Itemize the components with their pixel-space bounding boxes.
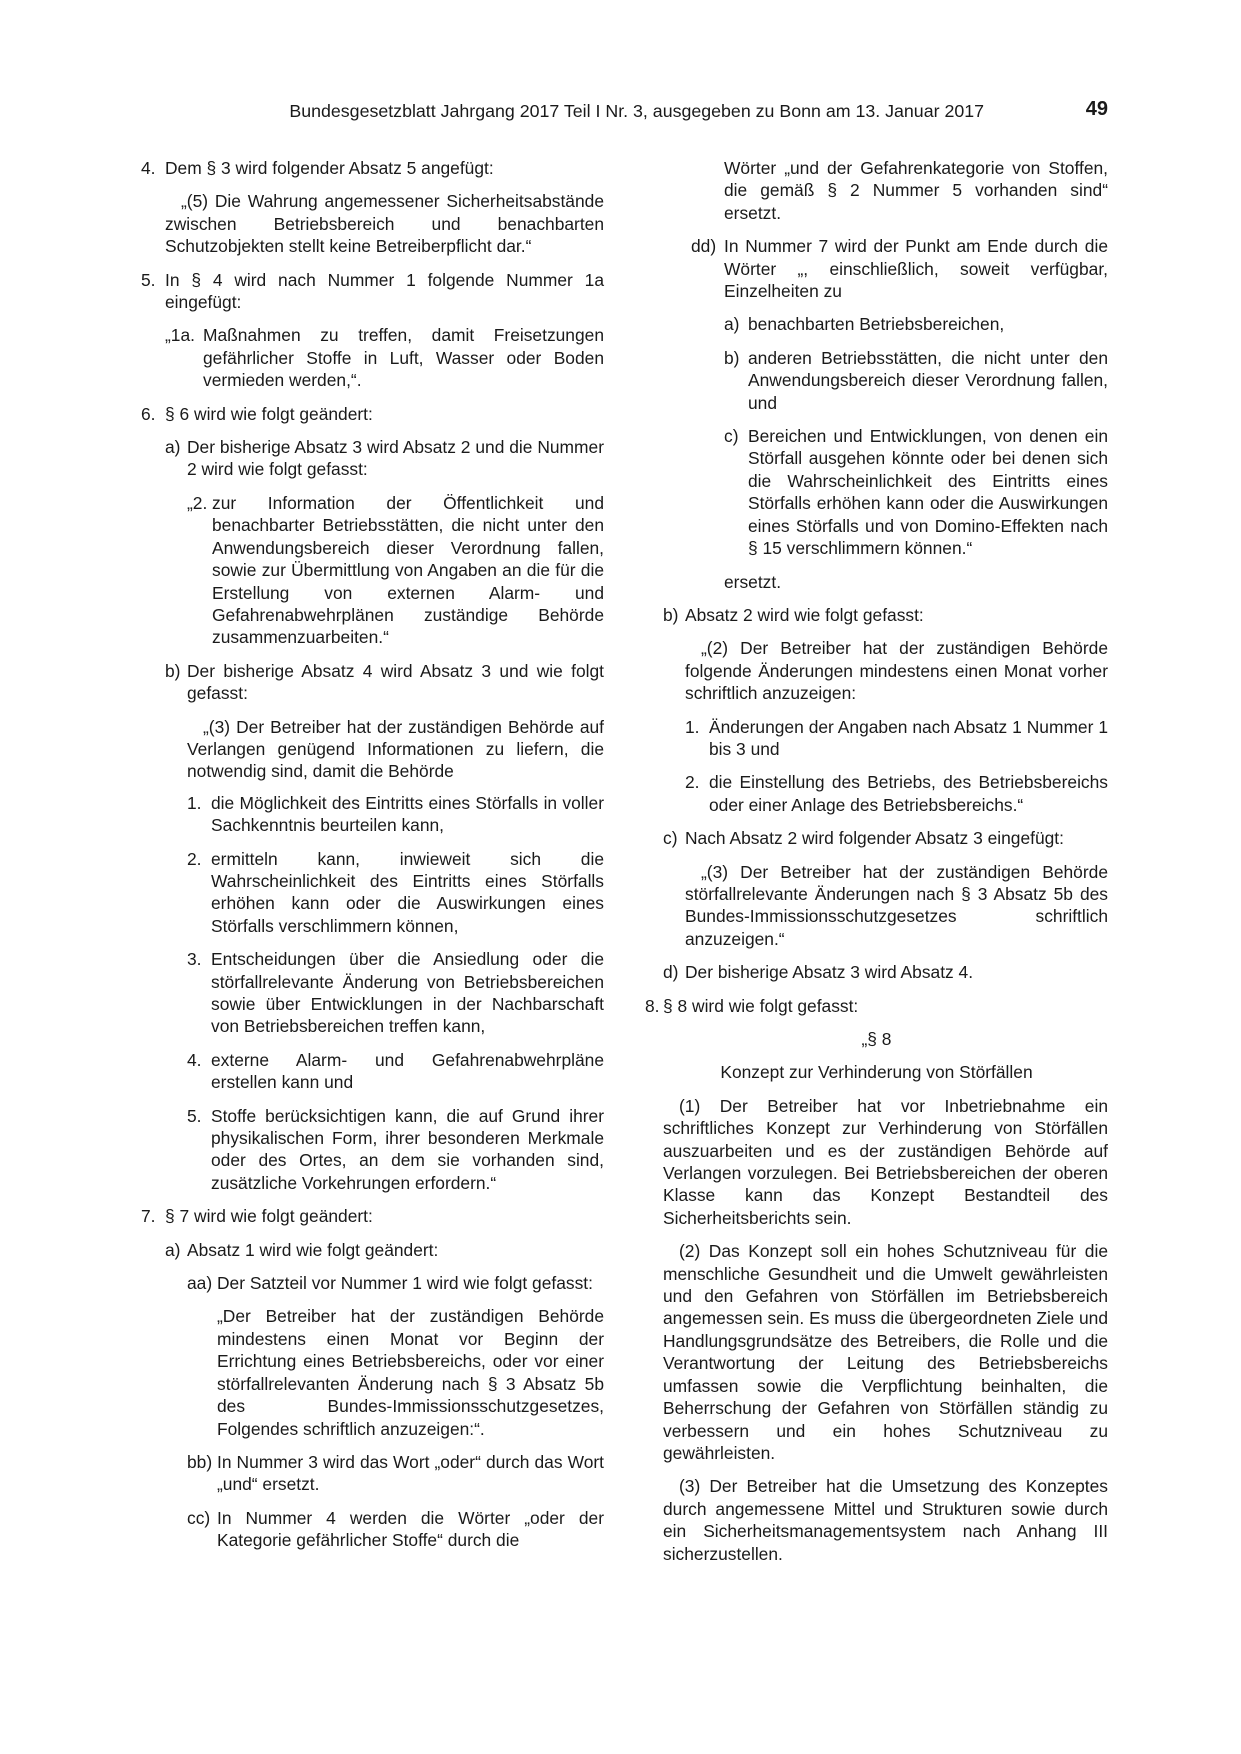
- item-7d: [645, 961, 1108, 983]
- item-label: 5.: [141, 269, 156, 290]
- list-text: ermitteln kann, inwieweit sich die Wahrscheinlichkeit des Eintritts eines Störfalls erhöhen kann oder die Auswirkungen eines Störfalls verschlimmern können,: [211, 848, 604, 936]
- quote-text: „(3) Der Betreiber hat der zuständigen Behörde störfallrelevante Änderungen nach § 3 Absatz 5b des Bundes-Immissionsschutzgesetzes schriftlich anzuzeigen.“: [685, 861, 1108, 949]
- list-text: Bereichen und Entwicklungen, von denen ein Störfall ausgehen könnte oder bei denen sich die Wahrscheinlichkeit des Eintritts eines Störfalls erhöhen kann oder die Auswirkungen eines Störfalls und von Domino-Effekten nach § 15 verschlimmern können.“: [748, 426, 1108, 559]
- letter-label: b): [165, 660, 181, 681]
- item-label: 7.: [141, 1206, 156, 1227]
- list-label: 2.: [685, 772, 700, 793]
- sub-item-text: Maßnahmen zu treffen, damit Freisetzungen gefährlicher Stoffe in Luft, Wasser oder Boden vermieden werden,“.: [203, 325, 604, 391]
- letter-label: d): [663, 962, 679, 983]
- list-item: [187, 792, 604, 837]
- double-letter-text: In Nummer 3 wird das Wort „oder“ durch das Wort „und“ ersetzt.: [217, 1451, 604, 1495]
- double-letter-text: Der Satzteil vor Nummer 1 wird wie folgt gefasst:: [217, 1273, 593, 1294]
- double-letter-label: aa): [187, 1273, 213, 1294]
- item-7a-aa: [141, 1272, 604, 1294]
- quote-text: „Der Betreiber hat der zuständigen Behörde mindestens einen Monat vor Beginn der Errichtung eines Betriebsbereichs, oder vor einer störfallrelevanten Änderung nach § 3 Absatz 5b des Bundes-Immissionsschutzgesetzes, Folgendes schriftlich anzuzeigen:“.: [217, 1306, 604, 1439]
- page-number: 49: [1085, 98, 1108, 120]
- sub-item-1a: [141, 324, 604, 391]
- letter-text: Nach Absatz 2 wird folgender Absatz 3 eingefügt:: [685, 828, 1064, 849]
- item-7b-list: [645, 716, 1108, 817]
- item-label: 4.: [141, 158, 156, 178]
- item-4: [141, 157, 604, 179]
- left-column: [141, 157, 604, 1563]
- letter-text: Der bisherige Absatz 4 wird Absatz 3 und wie folgt gefasst:: [187, 660, 604, 704]
- list-text: externe Alarm- und Gefahrenabwehrpläne erstellen kann und: [211, 1049, 604, 1093]
- list-text: anderen Betriebsstätten, die nicht unter den Anwendungsbereich dieser Verordnung fallen, und: [748, 347, 1108, 413]
- list-item: [685, 771, 1108, 816]
- list-label: c): [724, 426, 739, 447]
- list-label: a): [724, 314, 740, 335]
- letter-text: Der bisherige Absatz 3 wird Absatz 4.: [685, 962, 974, 983]
- list-label: 5.: [187, 1105, 202, 1126]
- subsection-1: (1) Der Betreiber hat vor Inbetriebnahme ein schriftliches Konzept zur Verhinderung von Störfällen auszuarbeiten und es der zuständigen Behörde auf Verlangen vorzulegen. Bei Betriebsbereichen der oberen Klasse kann das Konzept Bestandteil des Sicherheitsberichts sein.: [663, 1095, 1108, 1228]
- item-text: In § 4 wird nach Nummer 1 folgende Nummer 1a eingefügt:: [165, 269, 604, 313]
- item-6a: [141, 436, 604, 481]
- right-column: [645, 157, 1108, 1576]
- paragraph-body: [645, 1095, 1108, 1565]
- double-letter-text: In Nummer 4 werden die Wörter „oder der Kategorie gefährlicher Stoffe“ durch die: [217, 1507, 604, 1551]
- item-text: Dem § 3 wird folgender Absatz 5 angefügt:: [165, 158, 494, 178]
- double-letter-label: dd): [691, 236, 717, 257]
- list-text: Stoffe berücksichtigen kann, die auf Grund ihrer physikalischen Form, ihrer besonderen Merkmale oder des Ortes, an dem sie vorhanden sind, zusätzliche Vorkehrungen erfordern.“: [211, 1105, 604, 1193]
- letter-text: Der bisherige Absatz 3 wird Absatz 2 und die Nummer 2 wird wie folgt gefasst:: [187, 437, 604, 480]
- page-header: [0, 100, 1241, 128]
- item-text: § 7 wird wie folgt geändert:: [165, 1206, 373, 1227]
- item-7: [141, 1205, 604, 1227]
- item-6a-number-2: [141, 492, 604, 649]
- list-text: die Möglichkeit des Eintritts eines Störfalls in voller Sachkenntnis beurteilen kann,: [211, 792, 604, 836]
- double-letter-label: cc): [187, 1507, 211, 1528]
- number-label: „2.: [187, 492, 208, 513]
- item-7a-cc: [141, 1507, 604, 1552]
- item-7c: [645, 827, 1108, 849]
- quote-text: „(2) Der Betreiber hat der zuständigen Behörde folgende Änderungen mindestens einen Monat vorher schriftlich anzuzeigen:: [685, 638, 1108, 704]
- list-text: benachbarten Betriebsbereichen,: [748, 314, 1005, 335]
- item-7a-bb: [141, 1451, 604, 1496]
- list-item: [724, 313, 1108, 335]
- sub-item-label: „1a.: [165, 325, 195, 346]
- item-label: 8.: [645, 995, 660, 1016]
- list-text: Entscheidungen über die Ansiedlung oder die störfallrelevante Änderung von Betriebsbereichen sowie über Entwicklungen in der Nachbarschaft von Betriebsbereichen treffen kann,: [211, 949, 604, 1037]
- letter-text: Absatz 2 wird wie folgt gefasst:: [685, 604, 924, 625]
- list-item: [685, 716, 1108, 761]
- list-label: 4.: [187, 1049, 202, 1070]
- item-text: § 8 wird wie folgt gefasst:: [663, 995, 859, 1016]
- item-6b: [141, 660, 604, 705]
- paragraph-title: Konzept zur Verhinderung von Störfällen: [720, 1062, 1033, 1083]
- letter-label: b): [663, 604, 679, 625]
- list-label: 2.: [187, 848, 202, 869]
- quote-text: „(5) Die Wahrung angemessener Sicherheitsabstände zwischen Betriebsbereich und benachbarten Schutzobjekten stellt keine Betreiberpflicht dar.“: [165, 191, 604, 257]
- list-label: 1.: [685, 716, 700, 737]
- list-label: b): [724, 347, 740, 368]
- letter-label: a): [165, 437, 181, 458]
- list-item: [187, 948, 604, 1038]
- letter-text: Absatz 1 wird wie folgt geändert:: [187, 1239, 439, 1260]
- list-text: die Einstellung des Betriebs, des Betriebsbereichs oder einer Anlage des Betriebsbereichs.“: [709, 772, 1108, 815]
- letter-label: c): [663, 828, 678, 849]
- paragraph-heading: „§ 8: [861, 1029, 892, 1049]
- item-7a-dd: [645, 235, 1108, 302]
- list-item: [187, 1105, 604, 1195]
- item-label: 6.: [141, 403, 156, 424]
- letter-label: a): [165, 1239, 181, 1260]
- item-7b: [645, 604, 1108, 626]
- item-text: § 6 wird wie folgt geändert:: [165, 403, 373, 424]
- list-label: 3.: [187, 949, 202, 970]
- item-6b-list: [141, 792, 604, 1195]
- list-text: Änderungen der Angaben nach Absatz 1 Nummer 1 bis 3 und: [709, 716, 1108, 759]
- cc-continuation: Wörter „und der Gefahrenkategorie von Stoffen, die gemäß § 2 Nummer 5 vorhanden sind“ ersetzt.: [724, 158, 1108, 223]
- dd-list: [645, 313, 1108, 592]
- item-6: [141, 403, 604, 425]
- double-letter-label: bb): [187, 1451, 213, 1472]
- item-7a: [141, 1239, 604, 1261]
- gazette-title: Bundesgesetzblatt Jahrgang 2017 Teil I Nr. 3, ausgegeben zu Bonn am 13. Januar 2017: [289, 101, 984, 121]
- list-item: [724, 425, 1108, 559]
- item-8: [645, 995, 1108, 1017]
- list-item: [724, 347, 1108, 414]
- number-text: zur Information der Öffentlichkeit und benachbarter Betriebsstätten, die nicht unter den Anwendungsbereich dieser Verordnung fallen, sowie zur Übermittlung von Angaben an die für die Erstellung von externen Alarm- und Gefahrenabwehrplänen zuständige Behörde zusammenzuarbeiten.“: [212, 492, 604, 648]
- list-item: [187, 1049, 604, 1094]
- item-5: [141, 269, 604, 314]
- subsection-3: (3) Der Betreiber hat die Umsetzung des Konzeptes durch angemessene Mittel und Strukturen sowie durch ein Sicherheitsmanagementsystem nach Anhang III sicherzustellen.: [663, 1476, 1108, 1564]
- quote-text: „(3) Der Betreiber hat der zuständigen Behörde auf Verlangen genügend Informationen zu liefern, die notwendig sind, damit die Behörde: [187, 716, 604, 782]
- subsection-2: (2) Das Konzept soll ein hohes Schutzniveau für die menschliche Gesundheit und die Umwelt gewährleisten und den Gefahren von Störfällen im Betriebsbereich angemessen sein. Es muss die übergeordneten Ziele und Handlungsgrundsätze des Betreibers, die Rolle und die Verantwortung der Leitung des Betriebsbereichs umfassen sowie die Verpflichtung beinhalten, die Beherrschung der Gefahren von Störfällen ständig zu verbessern und ein hohes Schutzniveau zu gewährleisten.: [663, 1241, 1108, 1463]
- double-letter-text: In Nummer 7 wird der Punkt am Ende durch die Wörter „, einschließlich, soweit verfügbar, Einzelheiten zu: [724, 236, 1108, 302]
- list-label: 1.: [187, 792, 202, 813]
- ersetzt-text: ersetzt.: [724, 571, 782, 592]
- list-item: [187, 848, 604, 938]
